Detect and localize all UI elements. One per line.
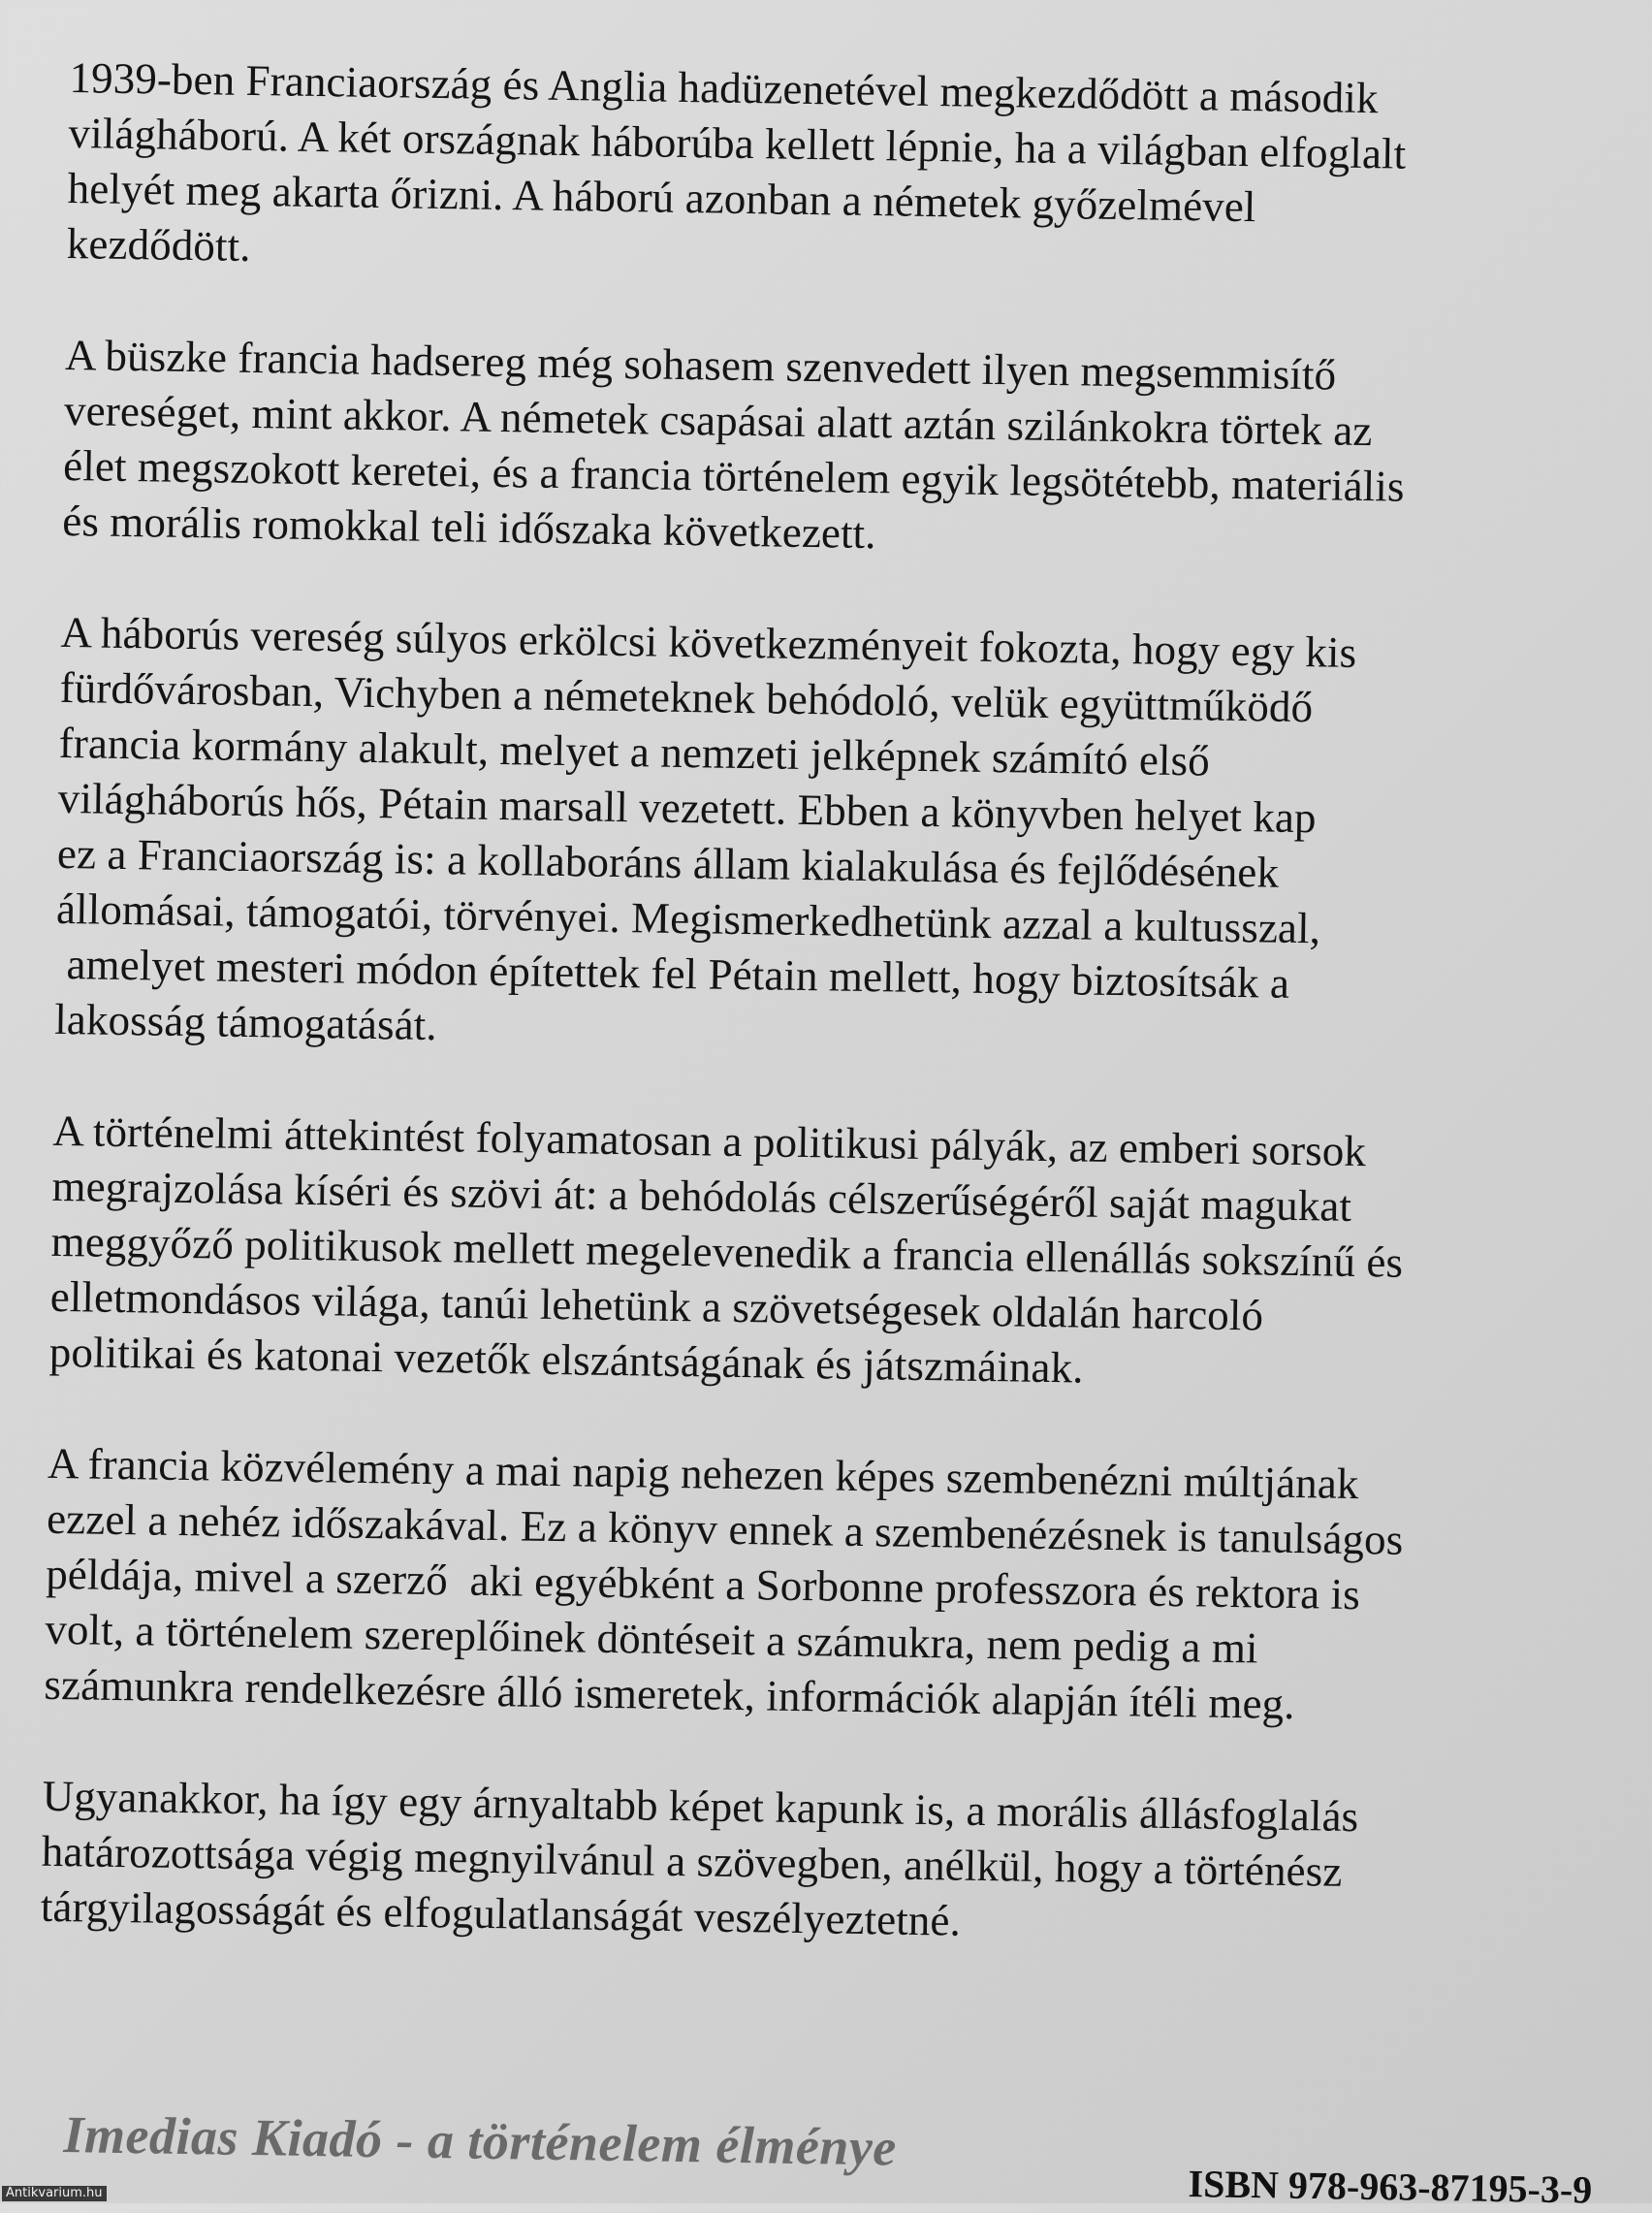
blurb-paragraph-6 xyxy=(40,1769,1593,1959)
text-line: világháború. A két országnak háborúba kellett lépnie, ha a világban elfoglalt xyxy=(68,108,1407,178)
text-line: A háborús vereség súlyos erkölcsi következményeit fokozta, hogy egy kis xyxy=(60,607,1357,677)
text-line: amelyet mesteri módon építettek fel Pétain mellett, hogy biztosítsák a xyxy=(54,939,1290,1008)
text-line: megrajzolása kíséri és szövi át: a behódolás célszerűségéről saját magukat xyxy=(51,1161,1352,1231)
blurb-paragraph-4 xyxy=(48,1104,1604,1404)
text-line: határozottsága végig megnyilvánul a szövegben, anélkül, hogy a történész xyxy=(41,1826,1343,1896)
text-line: volt, a történelem szereplőinek döntéseit a számukra, nem pedig a mi xyxy=(45,1604,1259,1673)
text-line: és morális romokkal teli időszaka következett. xyxy=(61,496,877,559)
text-line: A történelmi áttekintést folyamatosan a politikusi pályák, az emberi sorsok xyxy=(52,1106,1367,1176)
text-line: számunkra rendelkezésre álló ismeretek, információk alapján ítéli meg. xyxy=(44,1659,1295,1729)
text-line: vereséget, mint akkor. A németek csapásai alatt aztán szilánkokra törtek az xyxy=(63,385,1373,456)
blurb-paragraph-2 xyxy=(62,328,1616,573)
text-line: politikai és katonai vezetők elszántságának és játszmáinak. xyxy=(48,1327,1084,1393)
text-line: A francia közvélemény a mai napig nehezen képes szembenézni múltjának xyxy=(47,1438,1359,1509)
text-line: ezzel a nehéz időszakával. Ez a könyv ennek a szembenézésnek is tanulságos xyxy=(46,1493,1404,1564)
text-line: példája, mivel a szerző aki egyébként a Sorbonne professzora és rektora is xyxy=(45,1549,1361,1620)
blurb-text xyxy=(40,50,1621,2015)
text-line: francia kormány alakult, melyet a nemzeti jelképnek számító első xyxy=(58,718,1211,786)
blurb-paragraph-5 xyxy=(44,1436,1599,1737)
publisher-tagline: Imedias Kiadó - a történelem élménye xyxy=(63,2104,898,2177)
text-line: lakosság támogatását. xyxy=(53,994,438,1050)
text-line: A büszke francia hadsereg még sohasem szenvedett ilyen megsemmisítő xyxy=(64,330,1337,400)
text-line: 1939-ben Franciaország és Anglia hadüzenetével megkezdődött a második xyxy=(69,52,1379,123)
watermark-label: Antikvarium.hu xyxy=(2,2186,107,2201)
blurb-paragraph-3 xyxy=(54,605,1612,1072)
text-line: világháborús hős, Pétain marsall vezetett. Ebben a könyvben helyet kap xyxy=(57,773,1317,843)
text-line: ez a Franciaország is: a kollaboráns állam kialakulása és fejlődésének xyxy=(56,828,1280,897)
text-line: Ugyanakkor, ha így egy árnyaltabb képet kapunk is, a morális állásfoglalás xyxy=(42,1771,1359,1842)
text-line: meggyőző politikusok mellett megelevenedik a francia ellenállás sokszínű és xyxy=(50,1216,1404,1287)
text-line: elletmondásos világa, tanúi lehetünk a szövetségesek oldalán harcoló xyxy=(49,1271,1264,1340)
text-line: tárgyilagosságát és elfogulatlanságát veszélyeztetné. xyxy=(40,1881,962,1945)
isbn-number: ISBN 978-963-87195-3-9 xyxy=(1188,2161,1593,2212)
text-line: állomásai, támogatói, törvényei. Megismerkedhetünk azzal a kultusszal, xyxy=(55,883,1321,953)
text-line: helyét meg akarta őrizni. A háború azonban a németek győzelmével xyxy=(67,163,1256,232)
text-line: fürdővárosban, Vichyben a németeknek behódoló, velük együttműködő xyxy=(59,662,1314,732)
text-line: élet megszokott keretei, és a francia történelem egyik legsötétebb, materiális xyxy=(62,440,1405,511)
text-line: kezdődött. xyxy=(66,218,251,271)
blurb-paragraph-1 xyxy=(66,50,1620,296)
